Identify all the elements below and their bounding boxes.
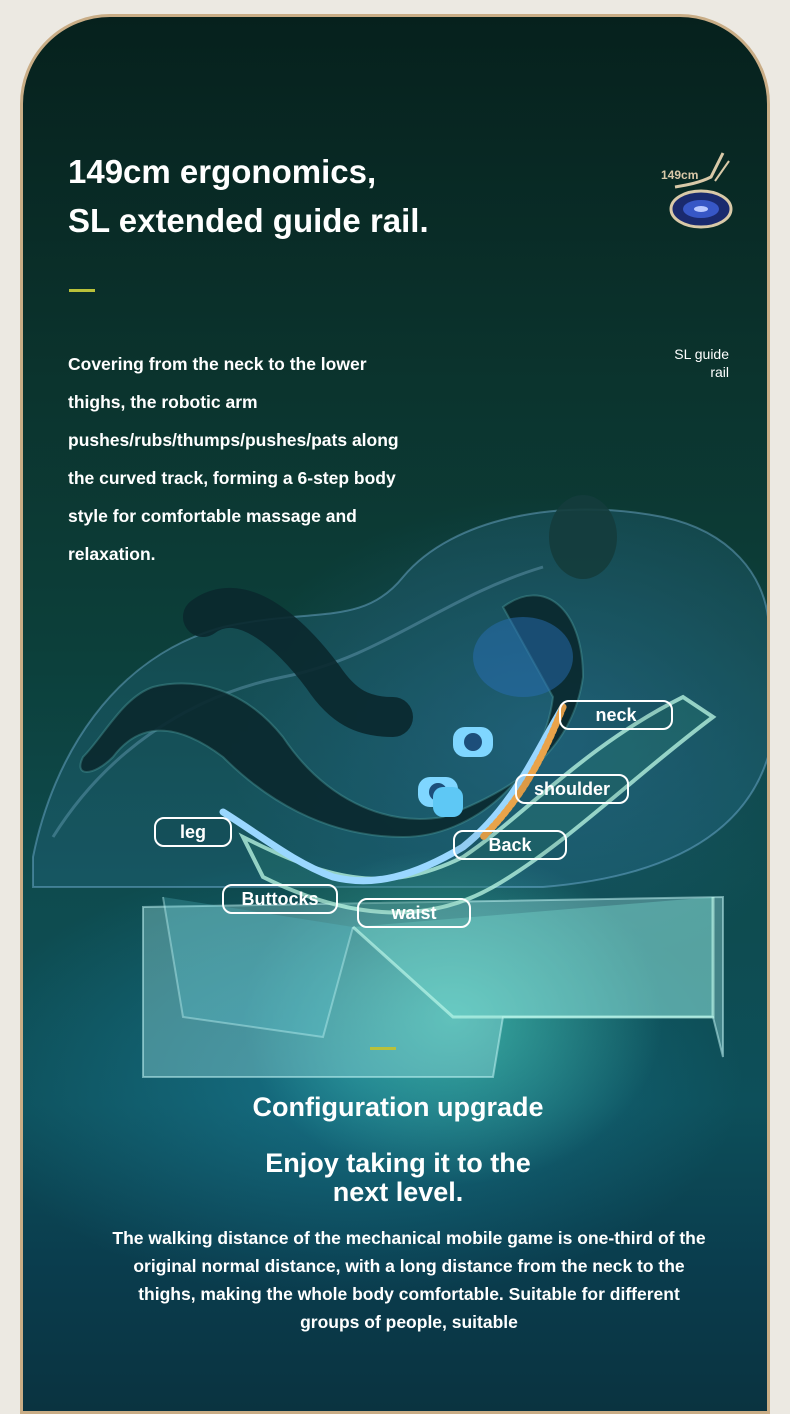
tag-leg: leg [154, 817, 232, 847]
headline-line-2: SL extended guide rail. [68, 202, 429, 239]
tag-buttocks: Buttocks [222, 884, 338, 914]
person-head [549, 495, 617, 579]
config-body: The walking distance of the mechanical mobile game is one-third of the original normal distance, with a long distance from the neck to the thighs, making the whole body comfortable. Suitable for different groups of people, suitable [112, 1228, 706, 1332]
accent-bar-top [69, 289, 95, 292]
guide-rail-badge-icon [655, 147, 745, 237]
tag-shoulder: shoulder [515, 774, 629, 804]
headline [68, 147, 429, 245]
badge-text: 149cm [661, 168, 699, 182]
description: Covering from the neck to the lower thighs, the robotic arm pushes/rubs/thumps/pushes/pats along the curved track, forming a 6-step body style for comfortable massage and relaxation. [68, 353, 399, 564]
tag-back: Back [453, 830, 567, 860]
config-subtitle-line-2: next level. [332, 1177, 464, 1207]
rail-label-line-2: rail [710, 364, 729, 380]
tag-neck: neck [559, 700, 673, 730]
massage-chair-illustration [23, 457, 770, 1117]
config-subtitle-line-1: Enjoy taking it to the [265, 1148, 531, 1178]
product-panel [20, 14, 770, 1414]
accent-bar-middle [370, 1047, 396, 1050]
config-subtitle [23, 1149, 770, 1207]
tag-waist: waist [357, 898, 471, 928]
headline-line-1: 149cm ergonomics, [68, 153, 377, 190]
rail-label [674, 345, 729, 381]
config-title: Configuration upgrade [252, 1092, 544, 1122]
rail-label-line-1: SL guide [674, 346, 729, 362]
